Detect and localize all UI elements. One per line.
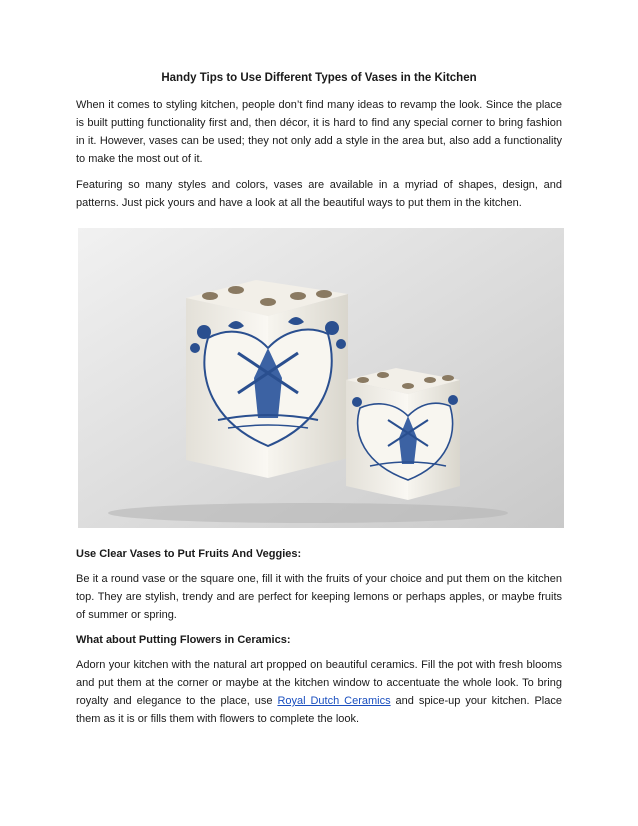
page-title: Handy Tips to Use Different Types of Vases in the Kitchen — [161, 72, 477, 84]
small-vase — [346, 368, 460, 500]
section2-heading: What about Putting Flowers in Ceramics: — [76, 634, 291, 646]
delft-blue-windmill-vases-photo-icon — [78, 228, 564, 528]
section2-body — [76, 656, 562, 728]
large-vase — [186, 280, 348, 478]
intro-paragraph: When it comes to styling kitchen, people don’t find many ideas to revamp the look. Since the place is built putting functionality first and, then décor, it is hard to find any special corner to bring fashion in it. However, vases can be used; they not only add a style in the area but, also add a functionality to make the most out of it. — [76, 99, 562, 165]
royal-dutch-ceramics-link[interactable]: Royal Dutch Ceramics — [277, 695, 391, 707]
section2-body-end: and spice-up your kitchen. Place them as it is or fills them with flowers to complete the look. — [76, 695, 562, 725]
section1-heading: Use Clear Vases to Put Fruits And Veggies: — [76, 548, 302, 560]
section2-body-start: Adorn your kitchen with the natural art propped on beautiful ceramics. Fill the pot with fresh blooms and put them at the corner or maybe at the kitchen window to accentuate the whole look. To bring royalty and elegance to the place, use — [76, 659, 562, 707]
section1-body: Be it a round vase or the square one, fill it with the fruits of your choice and put them on the kitchen top. They are stylish, trendy and are perfect for keeping lemons or perhaps apples, or maybe fruits of summer or spring. — [76, 573, 562, 621]
second-paragraph: Featuring so many styles and colors, vases are available in a myriad of shapes, design, and patterns. Just pick yours and have a look at all the beautiful ways to put them in the kitchen. — [76, 179, 562, 209]
